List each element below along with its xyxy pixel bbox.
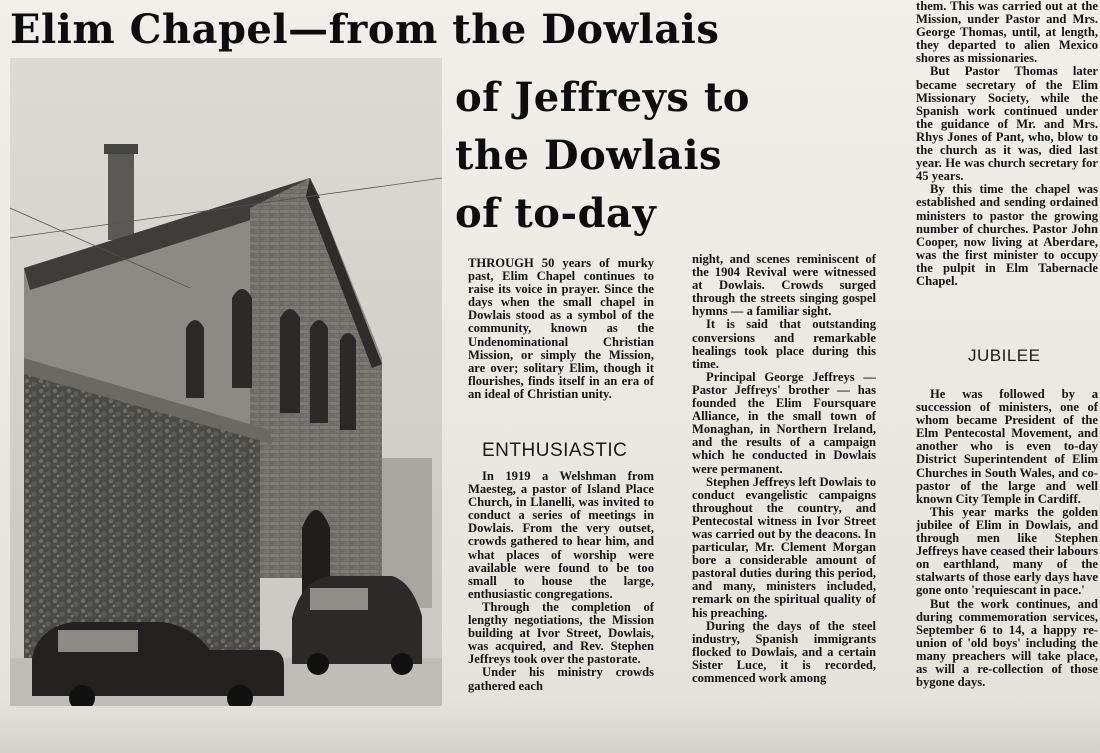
headline-line-1: Elim Chapel—from the Dowlais [10,6,720,53]
paragraph: But Pastor Thomas later became secretary of the Elim Missionary Society, while the Spanish work continued under the guidance of Mr. and Mrs. Rhys Jones of Pant, who, blow to the church as it was, died last year. He was church secretary for 45 years. [916,64,1098,184]
paragraph: night, and scenes reminiscent of the 1904 Revival were witnessed at Dowlais. Crowds surged through the streets singing gospel hymns — a familiar sight. [692,253,876,319]
article-column-1-continued [468,470,654,738]
headline-line-2: of Jeffreys to [455,74,750,121]
subhead-enthusiastic: ENTHUSIASTIC [482,440,628,461]
paragraph: This year marks the golden jubilee of Elim in Dowlais, and through men like Stephen Jeffreys have ceased their labours on earthland, many of the stalwarts of those early days have gone onto 'requiescant in pace.' [916,504,1098,598]
paragraph: It is said that outstanding conversions and remarkable healings took place during this time. [692,317,876,371]
article-column-1 [468,257,654,449]
article-column-3 [916,0,1098,330]
article-column-2 [692,253,876,739]
paragraph: By this time the chapel was established and sending ordained ministers to pastor the growing number of churches. Pastor John Cooper, now living at Aberdare, was the first minister to occupy the pulpit in Elm Tabernacle Chapel. [916,182,1098,288]
paragraph: Principal George Jeffreys — Pastor Jeffreys' brother — has founded the Elim Foursquare Alliance, in the small town of Monaghan, in Northern Ireland, and the results of a campaign which he conducted in Dowlais were permanent. [692,369,876,476]
headline-line-3: the Dowlais [455,132,723,179]
chapel-photo-illustration [10,58,442,706]
subhead-jubilee: JUBILEE [968,346,1041,365]
paragraph: He was followed by a succession of ministers, one of whom became President of the Elm Pentecostal Movement, and another who is even to-day District Superintendent of Elim Churches in South Wales, and co-pastor of the large and well known City Temple in Cardiff. [916,388,1098,506]
paragraph: Stephen Jeffreys left Dowlais to conduct evangelistic campaigns throughout the country, and Pentecostal witness in Ivor Street was carried out by the deacons. In particular, Mr. Clement Morgan bore a considerable amount of pastoral duties during this period, and many, ministers included, remark on the spiritual quality of his preaching. [692,474,876,620]
paragraph: Through the completion of lengthy negotiations, the Mission building at Ivor Street, Dowlais, was acquired, and Rev. Stephen Jeffreys took over the pastorate. [468,599,654,667]
paragraph: But the work continues, and during commemoration services, September 6 to 14, a happy re-union of 'old boys' including the many preachers will take place, as will a re-collection of those bygone days. [916,596,1098,690]
article-column-3-continued [916,388,1098,738]
chapel-photograph [10,58,442,706]
headline-line-4: of to-day [455,190,657,237]
intro-paragraph: THROUGH 50 years of murky past, Elim Chapel continues to raise its voice in prayer. Since the days when the small chapel in Dowlais stood as a symbol of the community, known as the Undenominational Christian Mission, or simply the Mission, are over; solitary Elim, though it flourishes, finds itself in an era of an ideal of Christian unity. [468,257,654,401]
paragraph: During the days of the steel industry, Spanish immigrants flocked to Dowlais, and a certain Sister Luce, it is recorded, commenced work among [692,618,876,685]
paragraph: In 1919 a Welshman from Maesteg, a pastor of Island Place Church, in Llanelli, was invited to conduct a series of meetings in Dowlais. From the very outset, crowds gathered to hear him, and what places of worship were available were found to be too small to house the large, enthusiastic congregations. [468,470,654,601]
paragraph: them. This was carried out at the Mission, under Pastor and Mrs. George Thomas, until, at length, they departed to alien Mexico shores as missionaries. [916,0,1098,66]
paragraph: Under his ministry crowds gathered each [468,665,654,693]
